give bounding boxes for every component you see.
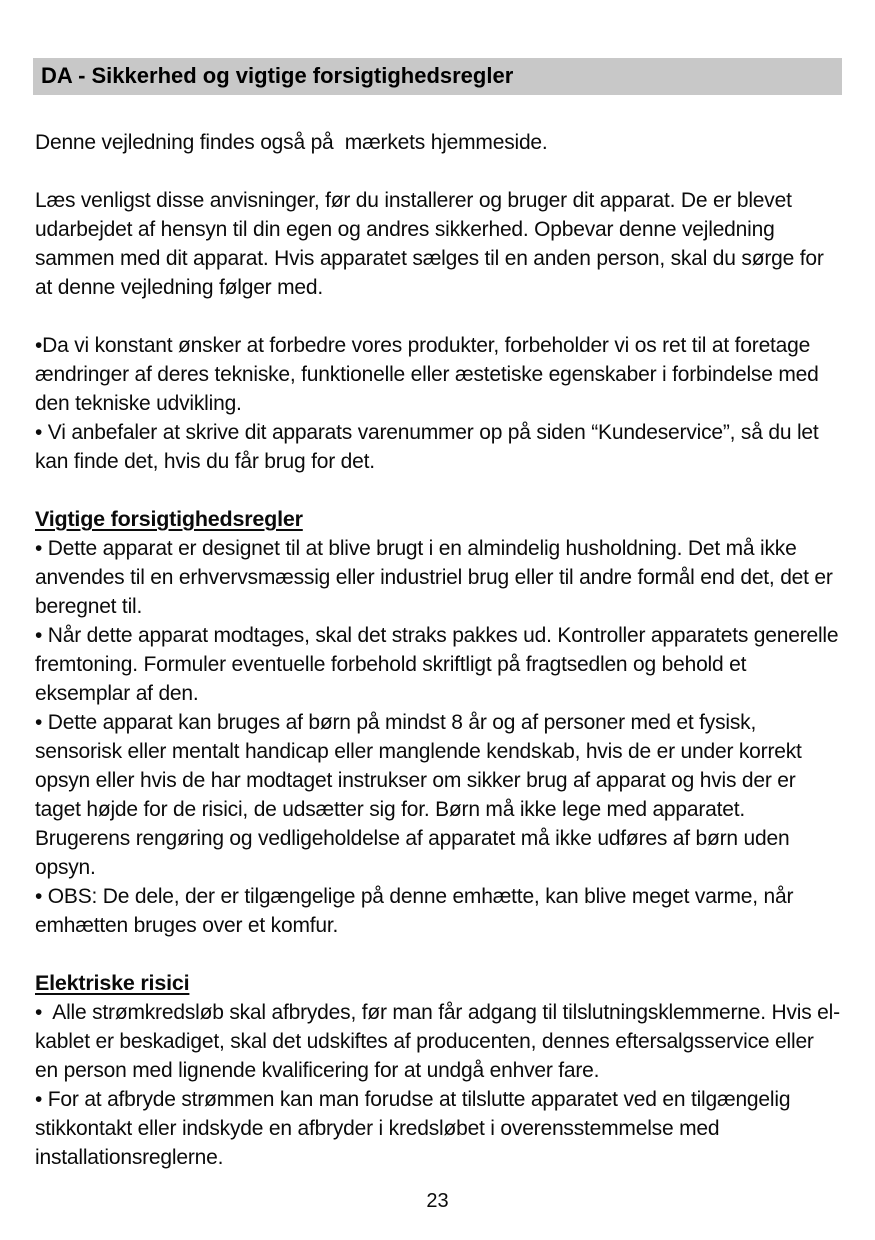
precaution-bullet-children-use: • Dette apparat kan bruges af børn på mindst 8 år og af personer med et fysisk, sensorisk eller mentalt handicap eller manglende kendskab, hvis de er under korrekt opsyn eller hvis de har modtaget instrukser om sikker brug af apparat og hvis der er taget højde for de risici, de udsætter sig for. Børn må ikke lege med apparatet. Brugerens rengøring og vedligeholdelse af apparatet må ikke udføres af børn uden opsyn.: [35, 711, 808, 879]
paragraph-reference-tip: • Vi anbefaler at skrive dit apparats varenummer op på siden “Kundeservice”, så du let kan finde det, hvis du får brug for det.: [35, 421, 825, 473]
page-content: [35, 128, 845, 1172]
precaution-bullet-hot-parts-warning: • OBS: De dele, der er tilgængelige på denne emhætte, kan blive meget varme, når emhætten bruges over et komfur.: [35, 885, 799, 937]
electrical-bullet-power-cutoff: • For at afbryde strømmen kan man forudse at tilslutte apparatet ved en tilgængelig stikkontakt eller indskyde en afbryder i kredsløbet i overensstemmelse med installationsreglerne.: [35, 1088, 796, 1169]
precaution-bullet-household-use: • Dette apparat er designet til at blive brugt i en almindelig husholdning. Det må ikke anvendes til en erhvervsmæssig eller industriel brug eller til andre formål end det, det er beregnet til.: [35, 537, 839, 618]
precaution-bullet-unpack-on-receipt: • Når dette apparat modtages, skal det straks pakkes ud. Kontroller apparatets generelle fremtoning. Formuler eventuelle forbehold skriftligt på fragtsedlen og behold et eksemplar af den.: [35, 624, 845, 705]
section-header-bar: DA - Sikkerhed og vigtige forsigtighedsregler: [33, 58, 842, 95]
paragraph-read-first: Læs venligst disse anvisninger, før du installerer og bruger dit apparat. De er blevet udarbejdet af hensyn til din egen og andres sikkerhed. Opbevar denne vejledning sammen med dit apparat. Hvis apparatet sælges til en anden person, skal du sørge for at denne vejledning følger med.: [35, 189, 830, 299]
electrical-bullet-disconnect-circuits: • Alle strømkredsløb skal afbrydes, før man får adgang til tilslutningsklemmerne. Hvis el-kablet er beskadiget, skal det udskiftes af producenten, dennes eftersalgsservice eller en person med lignende kvalificering for at undgå enhver fare.: [35, 1001, 840, 1082]
heading-electrical-risks: Elektriske risici: [35, 971, 190, 995]
page-number: 23: [426, 1190, 449, 1212]
heading-important-precautions: Vigtige forsigtighedsregler: [35, 507, 303, 531]
paragraph-improvement-notice: •Da vi konstant ønsker at forbedre vores produkter, forbeholder vi os ret til at foretage ændringer af deres tekniske, funktionelle eller æstetiske egenskaber i forbindelse med den tekniske udvikling.: [35, 334, 825, 415]
intro-paragraph: Denne vejledning findes også på mærkets hjemmeside.: [35, 131, 548, 154]
